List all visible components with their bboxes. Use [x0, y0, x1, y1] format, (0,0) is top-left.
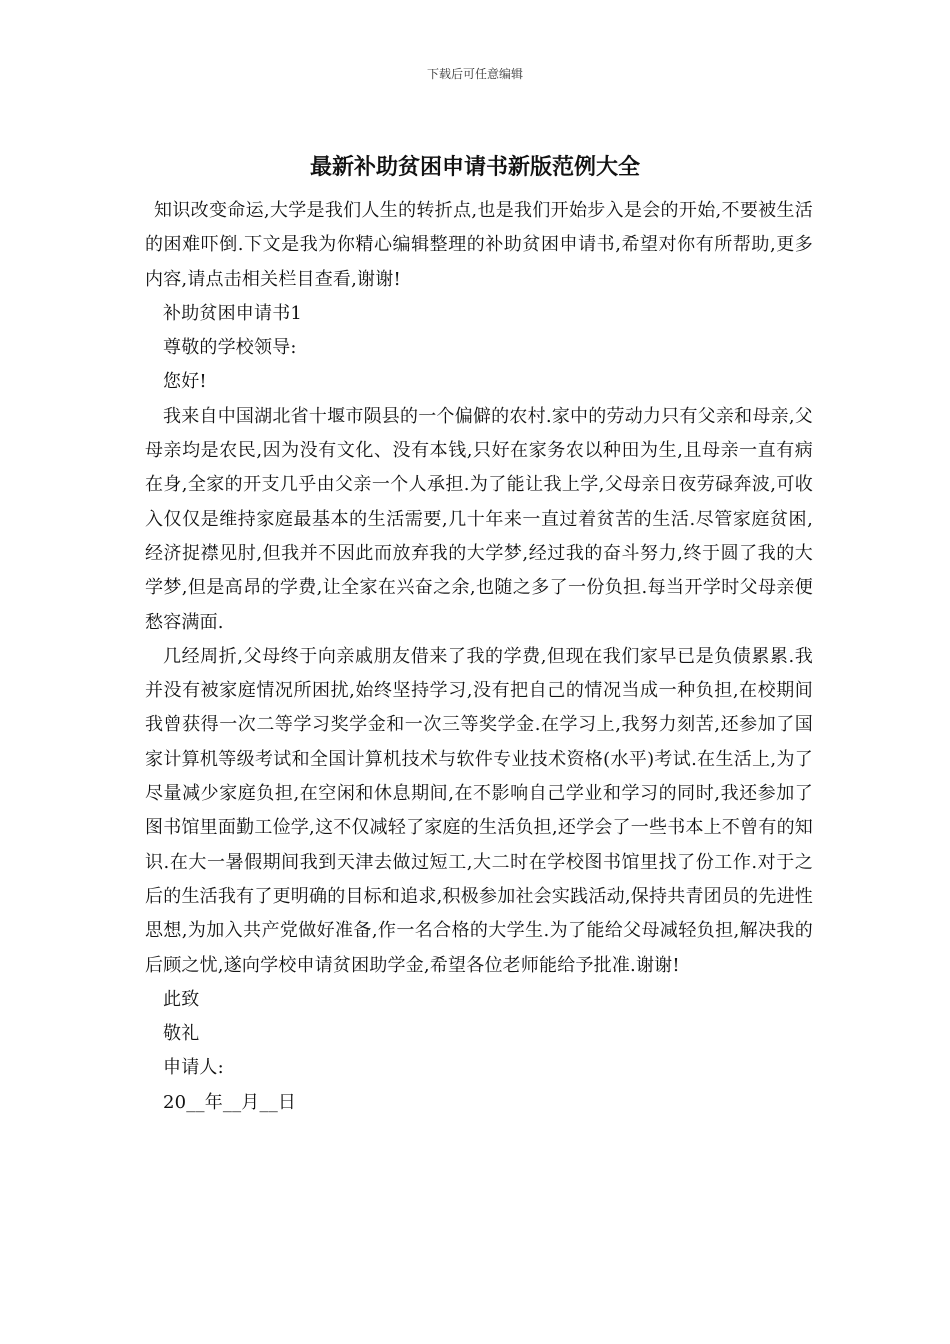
document-body [145, 194, 813, 1120]
greeting: 您好! [163, 371, 207, 393]
body-paragraph-1: 我来自中国湖北省十堰市陨县的一个偏僻的农村.家中的劳动力只有父亲和母亲,父母亲均是农民,因为没有文化、没有本钱,只好在家务农以种田为生,且母亲一直有病在身,全家的开支几乎由父亲一个人承担.为了能让我上学,父母亲日夜劳碌奔波,可收入仅仅是维持家庭最基本的生活需要,几十年来一直过着贫苦的生活.尽管家庭贫困,经济捉襟见肘,但我并不因此而放弃我的大学梦,经过我的奋斗努力,终于圆了我的大学梦,但是高昂的学费,让全家在兴奋之余,也随之多了一份负担.每当开学时父母亲便愁容满面. [145, 405, 813, 633]
document-title: 最新补助贫困申请书新版范例大全 [309, 155, 640, 180]
salutation: 尊敬的学校领导: [163, 337, 297, 359]
closing-line-1: 此致 [163, 988, 200, 1010]
header-note: 下载后可任意编辑 [426, 67, 523, 81]
closing-line-2: 敬礼 [163, 1023, 200, 1045]
intro-paragraph: 知识改变命运,大学是我们人生的转折点,也是我们开始步入是会的开始,不要被生活的困难吓倒.下文是我为你精心编辑整理的补助贫困申请书,希望对你有所帮助,更多内容,请点击相关栏目查看,谢谢! [145, 200, 813, 290]
letter-subtitle: 补助贫困申请书1 [163, 302, 303, 324]
applicant-label: 申请人: [163, 1057, 224, 1079]
body-paragraph-2: 几经周折,父母终于向亲戚朋友借来了我的学费,但现在我们家早已是负债累累.我并没有被家庭情况所困扰,始终坚持学习,没有把自己的情况当成一种负担,在校期间我曾获得一次二等学习奖学金和一次三等奖学金.在学习上,我努力刻苦,还参加了国家计算机等级考试和全国计算机技术与软件专业技术资格(水平)考试.在生活上,为了尽量减少家庭负担,在空闲和休息期间,在不影响自己学业和学习的同时,我还参加了图书馆里面勤工俭学,这不仅减轻了家庭的生活负担,还学会了一些书本上不曾有的知识.在大一暑假期间我到天津去做过短工,大二时在学校图书馆里找了份工作.对于之后的生活我有了更明确的目标和追求,积极参加社会实践活动,保持共青团员的先进性思想,为加入共产党做好准备,作一名合格的大学生.为了能给父母减轻负担,解决我的后顾之忧,遂向学校申请贫困助学金,希望各位老师能给予批准.谢谢! [145, 645, 813, 976]
date-line: 20__年__月__日 [163, 1091, 297, 1113]
